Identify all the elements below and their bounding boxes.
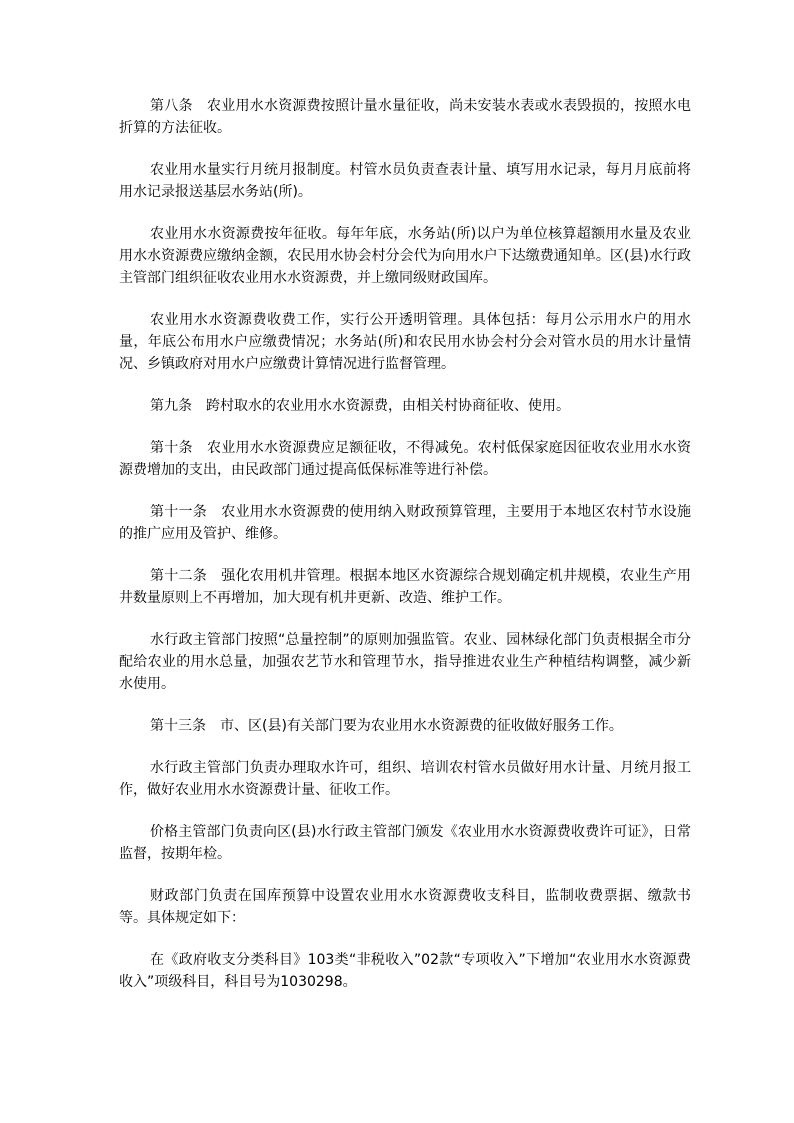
document-body xyxy=(119,95,691,1013)
paragraph-article-13: 第十三条 市、区(县)有关部门要为农业用水水资源费的征收做好服务工作。 xyxy=(150,718,623,734)
paragraph-article-11: 第十一条 农业用水水资源费的使用纳入财政预算管理，主要用于本地区农村节水设施的推广应用及管护、维修。 xyxy=(119,504,691,542)
paragraph-transparency: 农业用水水资源费收费工作，实行公开透明管理。具体包括：每月公示用水户的用水量，年底公布用水户应缴费情况；水务站(所)和农民用水协会村分会对管水员的用水计量情况、乡镇政府对用水户应缴费计算情况进行监督管理。 xyxy=(119,312,691,372)
paragraph-article-12: 第十二条 强化农用机井管理。根据本地区水资源综合规划确定机井规模，农业生产用井数量原则上不再增加，加大现有机井更新、改造、维护工作。 xyxy=(119,568,691,606)
paragraph-article-8: 第八条 农业用水水资源费按照计量水量征收，尚未安装水表或水表毁损的，按照水电折算的方法征收。 xyxy=(119,98,691,136)
paragraph-budget-subject: 在《政府收支分类科目》103类“非税收入”02款“专项收入”下增加“农业用水水资源费收入”项级科目，科目号为1030298。 xyxy=(119,952,691,990)
paragraph-article-10: 第十条 农业用水水资源费应足额征收，不得减免。农村低保家庭因征收农业用水水资源费增加的支出，由民政部门通过提高低保标准等进行补偿。 xyxy=(119,440,691,478)
paragraph-article-9: 第九条 跨村取水的农业用水水资源费，由相关村协商征收、使用。 xyxy=(150,398,570,414)
paragraph-annual-collection: 农业用水水资源费按年征收。每年年底，水务站(所)以户为单位核算超额用水量及农业用水水资源费应缴纳金额，农民用水协会村分会代为向用水户下达缴费通知单。区(县)水行政主管部门组织征收农业用水水资源费，并上缴同级财政国库。 xyxy=(119,226,691,286)
paragraph-monthly-reporting: 农业用水量实行月统月报制度。村管水员负责查表计量、填写用水记录，每月月底前将用水记录报送基层水务站(所)。 xyxy=(119,162,691,200)
paragraph-total-control: 水行政主管部门按照“总量控制”的原则加强监管。农业、园林绿化部门负责根据全市分配给农业的用水总量，加强农艺节水和管理节水，指导推进农业生产种植结构调整，减少新水使用。 xyxy=(119,632,691,692)
paragraph-price-dept-duties: 价格主管部门负责向区(县)水行政主管部门颁发《农业用水水资源费收费许可证》，日常监督，按期年检。 xyxy=(119,824,691,862)
paragraph-finance-dept-duties: 财政部门负责在国库预算中设置农业用水水资源费收支科目，监制收费票据、缴款书等。具体规定如下： xyxy=(119,888,691,926)
paragraph-water-admin-duties: 水行政主管部门负责办理取水许可，组织、培训农村管水员做好用水计量、月统月报工作，做好农业用水水资源费计量、征收工作。 xyxy=(119,760,691,798)
